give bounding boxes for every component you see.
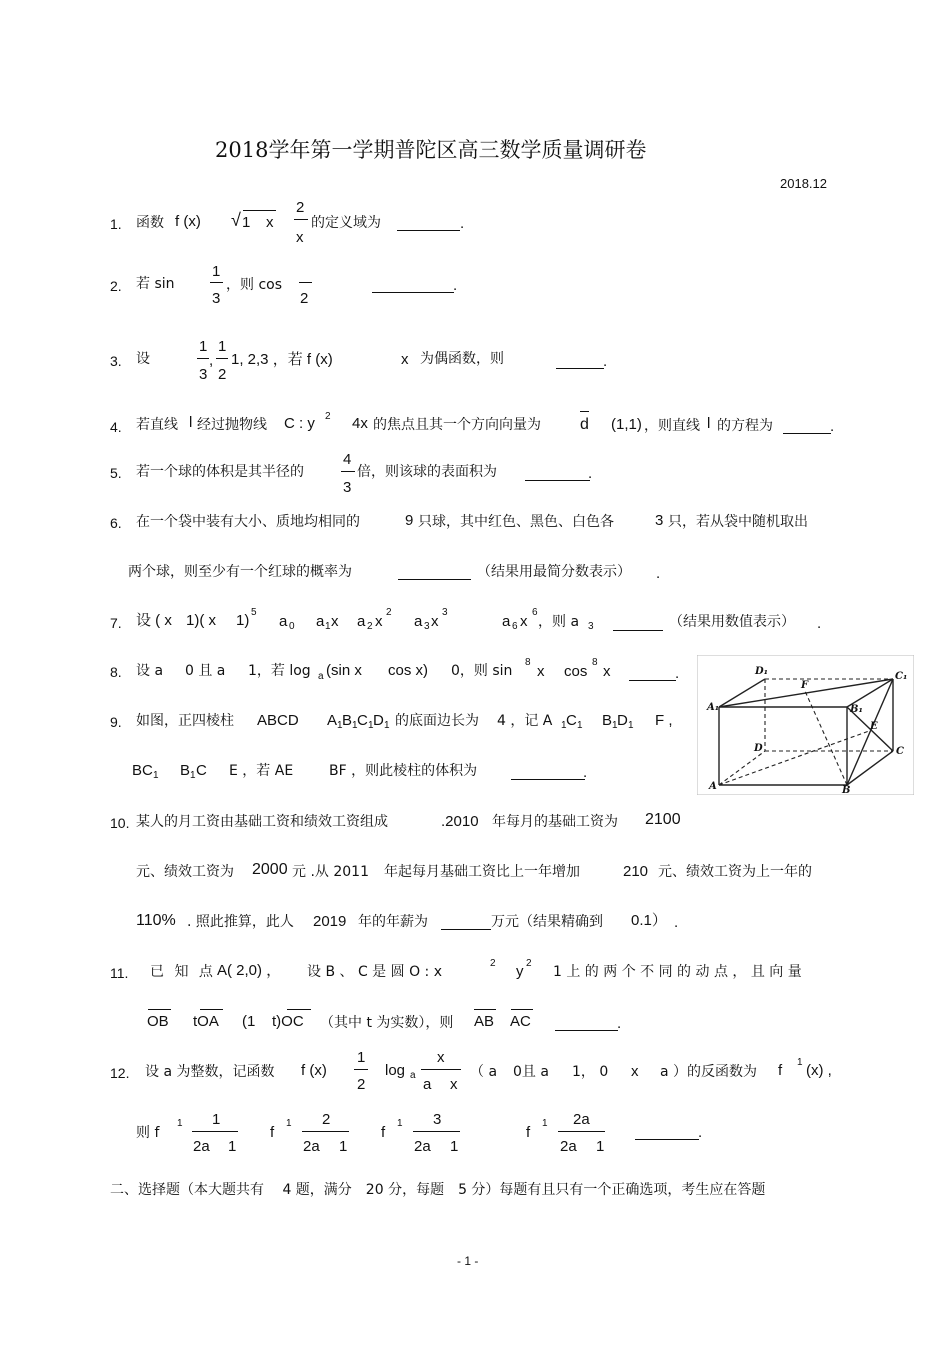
answer-blank[interactable] [397,230,460,231]
q-text: 万元（结果精确到 [491,914,603,930]
q-text: 经过抛物线 [197,417,267,433]
q-text: 的底面边长为 [395,713,479,729]
answer-blank[interactable] [783,433,831,434]
frac-num: 2 [296,199,305,216]
q-math: x [603,663,611,680]
q-math: B [602,712,613,729]
q-math: 110% [136,912,176,929]
frac-num: 3 [433,1111,442,1128]
q-text: 若一个球的体积是其半径的 [136,464,304,480]
frac-num: 2a [573,1111,590,1128]
answer-blank[interactable] [556,368,604,369]
q-num: 5. [110,465,122,481]
answer-blank[interactable] [398,579,471,580]
superscript: 6 [532,607,538,618]
q-text: （其中 t 为实数），则 [320,1015,454,1031]
frac-bar [210,282,223,283]
q-text: ，则 cos [226,277,283,293]
q-math: a [357,613,366,630]
q-math: ABCD [257,712,299,729]
frac-den: 3 [343,479,352,496]
q-math: D [373,712,384,729]
q-text: . [460,215,465,232]
subscript: 0 [289,621,295,632]
subscript: 1 [325,621,331,632]
q-math: a [502,613,511,630]
q-text: . 照此推算，此人 [187,914,294,930]
frac-den: 2a [303,1138,320,1155]
exam-date: 2018.12 [780,176,827,191]
q-math: C [196,762,207,779]
q-text: . [656,565,661,582]
q-math: C [357,712,368,729]
answer-blank[interactable] [555,1030,618,1031]
frac-num: 1 [357,1049,366,1066]
q-text: 只，若从袋中随机取出 [668,514,808,530]
q-math: 1)( x [186,612,216,629]
q-math: log [385,1062,406,1079]
q-text: 年起每月基础工资比上一年增加 [384,864,580,880]
subscript: 3 [588,621,594,632]
q-text: 为偶函数，则 [420,351,504,367]
q-text: 0，则 sin [451,663,513,679]
q-text: 4 ，记 A [497,713,553,729]
q-math: F , [655,712,673,729]
frac-den: 1 [339,1138,348,1155]
q-math: C : y [284,415,315,432]
frac-den: 3 [199,366,208,383]
superscript: 2 [526,958,532,969]
subscript: 1 [628,720,634,731]
q-math: (1 [242,1013,256,1030]
q-math: OB [147,1013,169,1030]
subscript: 1 [577,720,583,731]
answer-blank[interactable] [629,680,676,681]
answer-blank[interactable] [441,929,491,930]
subscript: 3 [424,621,430,632]
q-math: (x) , [806,1062,832,1079]
q-text: . [698,1124,703,1141]
q-math: 1) [236,612,250,629]
subscript: 1 [337,720,343,731]
frac-den: 3 [212,290,221,307]
q-text: 倍，则该球的表面积为 [357,464,497,480]
q-num: 2. [110,278,122,294]
subscript: a [318,671,324,682]
q-text: 1， 0 [572,1064,609,1080]
superscript: 1 [397,1118,403,1129]
sqrt-bar [243,210,276,211]
q-num: 11. [110,965,129,981]
q-text: . [817,615,822,632]
vector-arrow [200,1009,223,1010]
q-num: 10. [110,815,130,831]
subscript: 1 [561,720,567,731]
frac-num: 1 [212,1111,221,1128]
q-math: f [778,1062,783,1079]
q-text: 函数 [136,215,164,231]
q-math: C [566,712,577,729]
frac-num: 1 [199,338,208,355]
q-math: 2100 [645,811,681,828]
label-A: A [709,781,717,792]
q-text: 元、绩效工资为 [136,864,234,880]
frac-den: 1 [596,1138,605,1155]
q-math: cos [564,663,588,680]
answer-blank[interactable] [613,630,663,631]
frac-bar [192,1131,238,1132]
q-text: 年每月的基础工资为 [492,814,618,830]
q-text: . [603,353,608,370]
q-math: AC [510,1013,531,1030]
q-text: a ）的反函数为 [660,1064,758,1080]
q-math: f [526,1124,531,1141]
label-B: B [842,785,851,795]
q-text: 在一个袋中装有大小、质地均相同的 [136,514,360,530]
q-text: 的定义域为 [311,215,381,231]
q-text: 设 [136,351,150,367]
subscript: 1 [352,720,358,731]
frac-den: 2a [414,1138,431,1155]
q-math: l [707,415,711,432]
q-text: . [674,914,679,931]
subscript: 1 [368,720,374,731]
q-text: E ，若 AE [229,763,294,779]
frac-den: 2 [300,290,309,307]
label-D: D [754,743,763,754]
sqrt-sign: √ [231,210,241,230]
q-math: 1, 2,3 ，若 f (x) [231,351,333,368]
q-text: 0 且 a [185,663,226,679]
frac-den: 2 [218,366,227,383]
label-C1: C₁ [895,671,908,682]
superscript: 8 [592,657,598,668]
q-text: （结果用数值表示） [669,614,795,630]
q-math: 3 [655,512,664,529]
frac-den: 2a [560,1138,577,1155]
q-text: . [675,665,680,682]
q-math: A( 2,0) ， [217,962,282,979]
q-math: 4x [352,415,368,432]
q-text: BF ，则此棱柱的体积为 [329,763,478,779]
q-num: 6. [110,515,122,531]
q-math: f [381,1124,386,1141]
q-math: y [516,963,524,980]
q-math: a [414,613,423,630]
frac-bar [413,1131,460,1132]
section-2-heading: 二、选择题（本大题共有 4 题，满分 20 分，每题 5 分）每题有且只有一个正确选项，考生应在答题 [110,1182,766,1198]
q-math: x [401,351,409,368]
answer-blank[interactable] [511,779,585,780]
q-math: BC [132,762,153,779]
frac-den: 1 [228,1138,237,1155]
superscript: 3 [442,607,448,618]
q-text: （ a [470,1064,498,1080]
q-math: d [580,416,589,433]
superscript: 1 [177,1118,183,1129]
q-math: a [316,613,325,630]
frac-bar [299,282,312,283]
q-math: 210 [623,863,649,880]
q-text: 元、绩效工资为上一年的 [658,864,812,880]
q-math: a [279,613,288,630]
q-math: 2019 [313,913,347,930]
subscript: a [410,1070,416,1081]
q-text: ，则直线 [644,418,700,434]
page-title: 2018学年第一学期普陀区高三数学质量调研卷 [215,138,647,162]
q-text: 若直线 [136,417,178,433]
q-math: x [631,1063,639,1080]
superscript: 5 [251,607,257,618]
frac-bar [354,1069,368,1070]
q-math: t)OC [272,1013,304,1030]
vector-arrow [511,1009,533,1010]
q-text: 设 a [136,663,164,679]
label-E: E [870,721,878,732]
prism-figure [697,655,914,795]
subscript: 6 [512,621,518,632]
q-math: x [431,613,439,630]
q-math: x [331,613,339,630]
q-math: f [270,1124,275,1141]
vector-arrow [580,411,589,412]
superscript: 2 [490,958,496,969]
frac-bar [216,358,228,359]
q-math: x [537,663,545,680]
subscript: 1 [190,770,196,781]
vector-arrow [148,1009,171,1010]
q-math: x [266,214,274,231]
frac-bar [197,358,209,359]
q-text: 若 sin [136,276,175,292]
q-text: 两个球，则至少有一个红球的概率为 [128,564,352,580]
q-text: 的焦点且其一个方向向量为 [373,417,541,433]
q-text: 设 a 为整数，记函数 [145,1064,275,1080]
frac-bar [558,1131,605,1132]
frac-bar [294,219,308,220]
superscript: 1 [286,1118,292,1129]
frac-num: 1 [218,338,227,355]
q-math: (1,1) [611,416,642,433]
q-num: 9. [110,714,122,730]
q-text: 如图，正四棱柱 [136,713,234,729]
q-math: tOA [193,1013,219,1030]
frac-den: a [423,1076,432,1093]
q-math: B [180,762,191,779]
subscript: 1 [612,720,618,731]
q-text: 1 上 的 两 个 不 同 的 动 点 ， 且 向 量 [553,964,802,980]
q-text: 的方程为 [717,418,773,434]
comma: , [209,352,214,369]
subscript: 2 [367,621,373,632]
q-text: 1，若 log [248,663,311,679]
superscript: 2 [386,607,392,618]
q-math: 9 [405,512,414,529]
q-math: B [342,712,353,729]
q-math: f (x) [301,1062,327,1079]
vector-arrow [474,1009,496,1010]
q-text: （结果用最简分数表示） [477,564,631,580]
frac-bar [421,1069,461,1070]
frac-bar [341,471,355,472]
answer-blank[interactable] [372,292,454,293]
frac-den: 2a [193,1138,210,1155]
q-text: . [453,277,458,294]
q-math: 0.1） [631,912,667,929]
q-text: ，则 a [538,614,580,630]
q-text: . [830,418,835,435]
q-math: x [520,613,528,630]
q-math: 设 ( x [136,612,172,629]
frac-den: 2 [357,1076,366,1093]
q-math: f (x) [175,213,201,230]
page-number: - 1 - [457,1254,479,1268]
label-B1: B₁ [850,704,863,715]
q-math: cos x) [388,662,429,679]
q-math: AB [474,1013,495,1030]
frac-den: x [296,229,304,246]
q-num: 7. [110,615,122,631]
label-A1: A₁ [707,702,720,713]
q-text: 设 B 、 C 是 圆 O : x [307,964,443,980]
frac-den: x [450,1076,458,1093]
q-math: 2000 [252,861,288,878]
frac-num: 4 [343,451,352,468]
answer-blank[interactable] [635,1139,699,1140]
q-math: x [375,613,383,630]
label-C: C [896,746,904,757]
frac-num: 2 [322,1111,331,1128]
q-text: . [617,1015,622,1032]
q-math: l [189,414,193,431]
q-text: 某人的月工资由基础工资和绩效工资组成 [136,814,388,830]
q-math: D [617,712,628,729]
subscript: 1 [153,770,159,781]
q-math: 1 [242,214,251,231]
q-math: (sin x [326,662,362,679]
q-text: 只球，其中红色、黑色、白色各 [418,514,614,530]
answer-blank[interactable] [525,480,590,481]
q-text: 0且 a [513,1064,549,1080]
superscript: 1 [797,1057,803,1068]
q-num: 4. [110,419,122,435]
label-D1: D₁ [755,666,769,677]
q-math: A [327,712,338,729]
superscript: 2 [325,411,331,422]
q-text: 年的年薪为 [358,914,428,930]
q-text: 已 知 点 [150,964,216,980]
frac-den: 1 [450,1138,459,1155]
label-F: F [801,680,809,691]
q-text: . [583,764,588,781]
q-num: 1. [110,216,122,232]
q-num: 8. [110,664,122,680]
subscript: 1 [384,720,390,731]
q-num: 12. [110,1065,130,1081]
superscript: 1 [542,1118,548,1129]
q-text: 元 .从 2011 [292,864,369,880]
frac-bar [302,1131,349,1132]
q-num: 3. [110,353,122,369]
frac-num: x [437,1049,445,1066]
q-text: . [588,465,593,482]
q-text: .2010 [441,813,479,830]
vector-arrow [287,1009,311,1010]
superscript: 8 [525,657,531,668]
q-text: 则 f [136,1125,160,1141]
frac-num: 1 [212,263,221,280]
